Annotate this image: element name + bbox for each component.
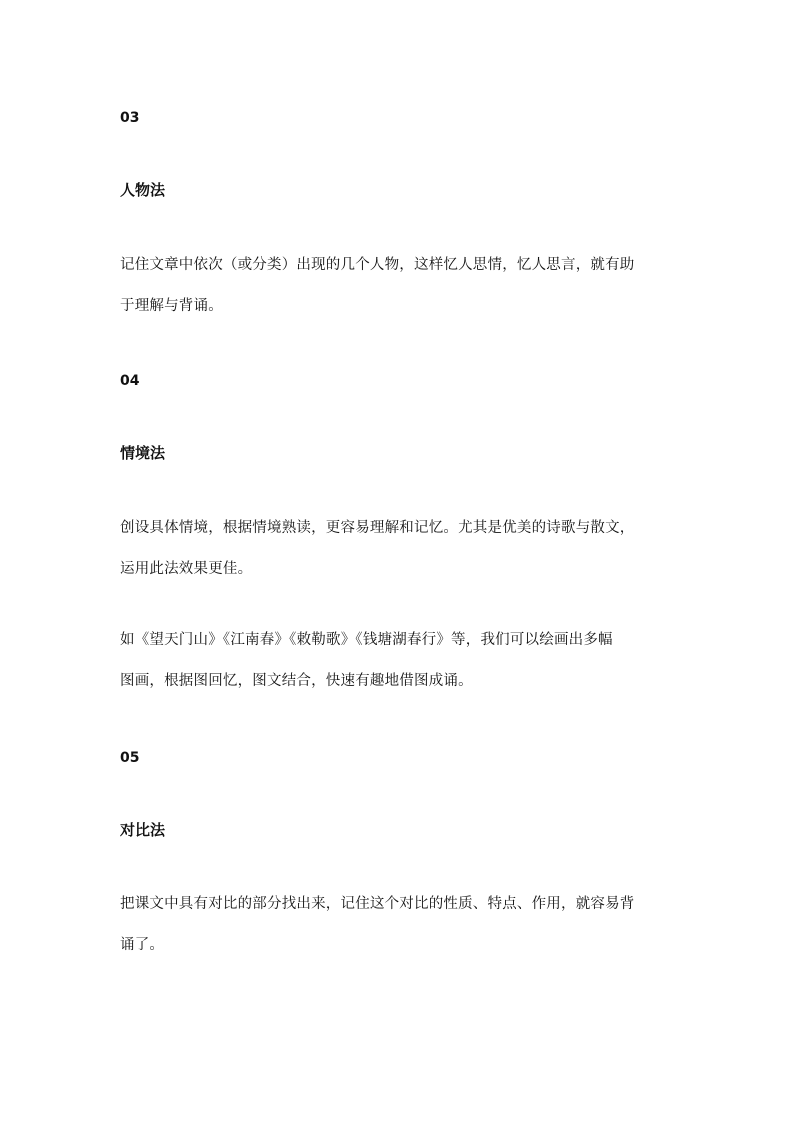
section-title-people-method: 人物法 (120, 181, 166, 199)
section-number-05: 05 (120, 750, 140, 766)
paragraph-line: 诵了。 (120, 937, 165, 953)
section-title-scene-method: 情境法 (120, 444, 166, 462)
section-title-contrast-method: 对比法 (120, 821, 166, 839)
paragraph-scene-examples (120, 620, 680, 702)
section-number-04: 04 (120, 373, 140, 389)
section-number-03: 03 (120, 110, 140, 126)
paragraph-line: 如《望天门山》《江南春》《敕勒歌》《钱塘湖春行》等，我们可以绘画出多幅 (120, 632, 613, 648)
paragraph-line: 把课文中具有对比的部分找出来，记住这个对比的性质、特点、作用，就容易背 (120, 896, 635, 912)
paragraph-line: 运用此法效果更佳。 (120, 561, 253, 577)
paragraph-people-method (120, 245, 680, 327)
paragraph-line: 记住文章中依次（或分类）出现的几个人物，这样忆人思情，忆人思言，就有助 (120, 257, 635, 273)
paragraph-line: 于理解与背诵。 (120, 298, 223, 314)
paragraph-line: 图画，根据图回忆，图文结合，快速有趣地借图成诵。 (120, 673, 473, 689)
paragraph-contrast-method (120, 884, 680, 966)
paragraph-line: 创设具体情境，根据情境熟读，更容易理解和记忆。尤其是优美的诗歌与散文， (120, 520, 635, 536)
paragraph-scene-method (120, 508, 680, 590)
